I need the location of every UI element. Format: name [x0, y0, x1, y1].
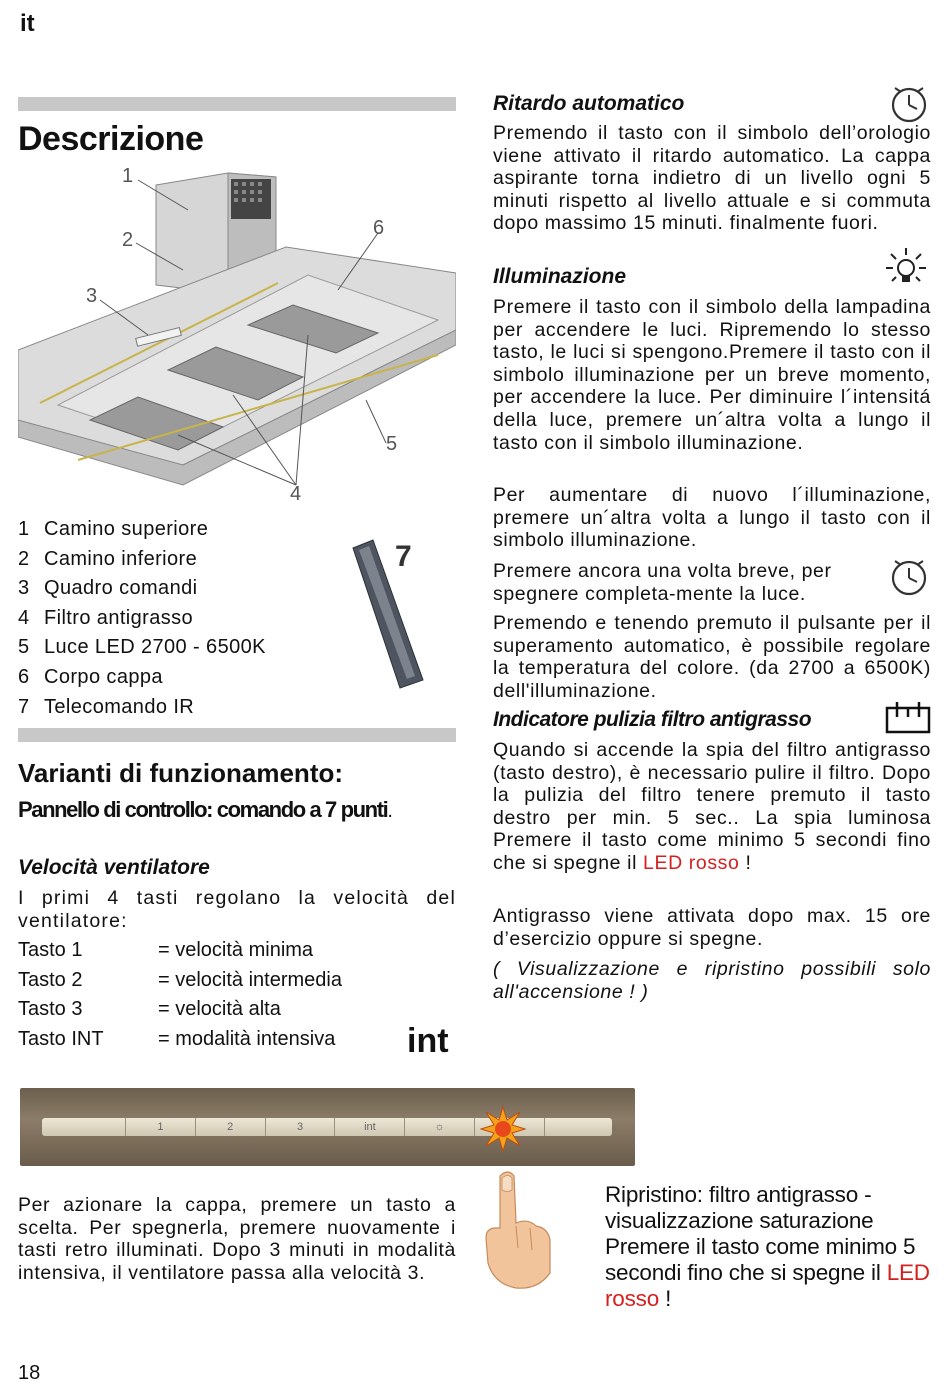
lightbulb-icon — [880, 246, 932, 290]
callout-4: 4 — [290, 483, 302, 505]
variants-heading: Varianti di funzionamento: — [18, 758, 344, 788]
delay-heading: Ritardo automatico — [493, 92, 685, 115]
speed-intro: I primi 4 tasti regolano la velocità del ventilatore: — [18, 887, 456, 932]
control-panel-photo — [20, 1088, 635, 1166]
legend-item: 6 Corpo cappa — [18, 665, 163, 688]
panel-key-int[interactable]: int — [334, 1118, 404, 1136]
callout-3: 3 — [86, 285, 98, 307]
callout-2: 2 — [122, 229, 134, 251]
panel-key-1[interactable]: 1 — [125, 1118, 195, 1136]
reset-text: Ripristino: filtro antigrasso - visualizzazione saturazione Premere il tasto come minimo 5 secondi fino che si spegne il LED rosso ! — [605, 1182, 930, 1311]
panel-key-light[interactable]: ☼ — [404, 1118, 474, 1136]
legend-item: 1 Camino superiore — [18, 518, 209, 540]
filter-text-2: Antigrasso viene attivata dopo max. 15 ore d’esercizio oppure si spegne. — [493, 905, 931, 950]
filter-indicator-icon — [884, 699, 932, 735]
callout-5: 5 — [386, 433, 398, 455]
filter-heading: Indicatore pulizia filtro antigrasso — [493, 708, 812, 731]
section-bar — [18, 97, 456, 111]
finger-press-icon — [478, 1168, 558, 1293]
filter-text: Quando si accende la spia del filtro antigrasso (tasto destro), è necessario pulire il filtro. Dopo la pulizia del filtro tenere premuto il tasto destro per min. 5 sec.. La spia luminosa Premere il tasto come minimo 5 secondi fino che si spegne il LED rosso ! — [493, 739, 931, 874]
led-indicator-icon — [480, 1106, 526, 1152]
legend-item: 4 Filtro antigrasso — [18, 606, 194, 629]
hood-diagram — [18, 165, 456, 510]
speed-row: Tasto 1 = velocità minima — [18, 939, 314, 961]
section-bar — [18, 728, 456, 742]
remote-callout: 7 — [395, 540, 412, 573]
light-text: Premere il tasto con il simbolo della lampadina per accendere le luci. Ripremendo lo stesso tasto, le luci si spengono.Premere il tasto con il simbolo illuminazione per un breve momento, per accendere la luce. Per diminuire l´intensitá della luce, premere un´altra volta a lungo il tasto con il simbolo illuminazione. — [493, 296, 931, 454]
operation-text: Per azionare la cappa, premere un tasto a scelta. Per spegnerla, premere nuovamente i tasti retro illuminati. Dopo 3 minuti in modalità intensiva, il ventilatore passa alla velocità 3. — [18, 1194, 456, 1284]
legend-item: 7 Telecomando IR — [18, 695, 195, 718]
component-legend — [18, 515, 348, 722]
legend-item: 2 Camino inferiore — [18, 547, 198, 570]
remote-control-image — [345, 530, 430, 690]
speed-row: Tasto INT = modalità intensiva — [18, 1027, 336, 1050]
light-text-3: Premere ancora una volta breve, per spegnere completa-mente la luce. — [493, 560, 832, 605]
speed-heading: Velocità ventilatore — [18, 856, 210, 879]
filter-note: ( Visualizzazione e ripristino possibili solo all'accensione ! ) — [493, 958, 931, 1003]
clock-icon — [885, 82, 933, 124]
page-number: 18 — [18, 1362, 41, 1384]
page-title: Descrizione — [18, 120, 204, 158]
light-text-4: Premendo e tenendo premuto il pulsante per il superamento automatico, è possibile regolare la temperatura del colore. (da 2700 a 6500K) dell'illuminazione. — [493, 612, 931, 702]
panel-key-2[interactable]: 2 — [195, 1118, 265, 1136]
int-symbol: int — [407, 1022, 449, 1060]
light-heading: Illuminazione — [493, 265, 627, 288]
callout-1: 1 — [122, 165, 134, 187]
panel-key-3[interactable]: 3 — [265, 1118, 335, 1136]
speed-row: Tasto 2 = velocità intermedia — [18, 968, 342, 991]
light-text-2: Per aumentare di nuovo l´illuminazione, premere un´altra volta a lungo il tasto con il simbolo illuminazione. — [493, 484, 931, 552]
panel-heading: Pannello di controllo: comando a 7 punti. — [18, 797, 393, 822]
callout-6: 6 — [373, 217, 385, 239]
legend-item: 3 Quadro comandi — [18, 577, 198, 600]
language-tag: it — [20, 10, 35, 37]
speed-list — [18, 936, 418, 1054]
delay-text: Premendo il tasto con il simbolo dell’orologio viene attivato il ritardo automatico. La cappa aspirante torna indietro di un livello ogni 5 minuti rispetto al livello attuale e si commuta dopo massimo 15 minuti. finalmente fuori. — [493, 122, 931, 235]
clock-icon — [885, 555, 933, 597]
legend-item: 5 Luce LED 2700 - 6500K — [18, 636, 266, 659]
speed-row: Tasto 3 = velocità alta — [18, 998, 281, 1021]
